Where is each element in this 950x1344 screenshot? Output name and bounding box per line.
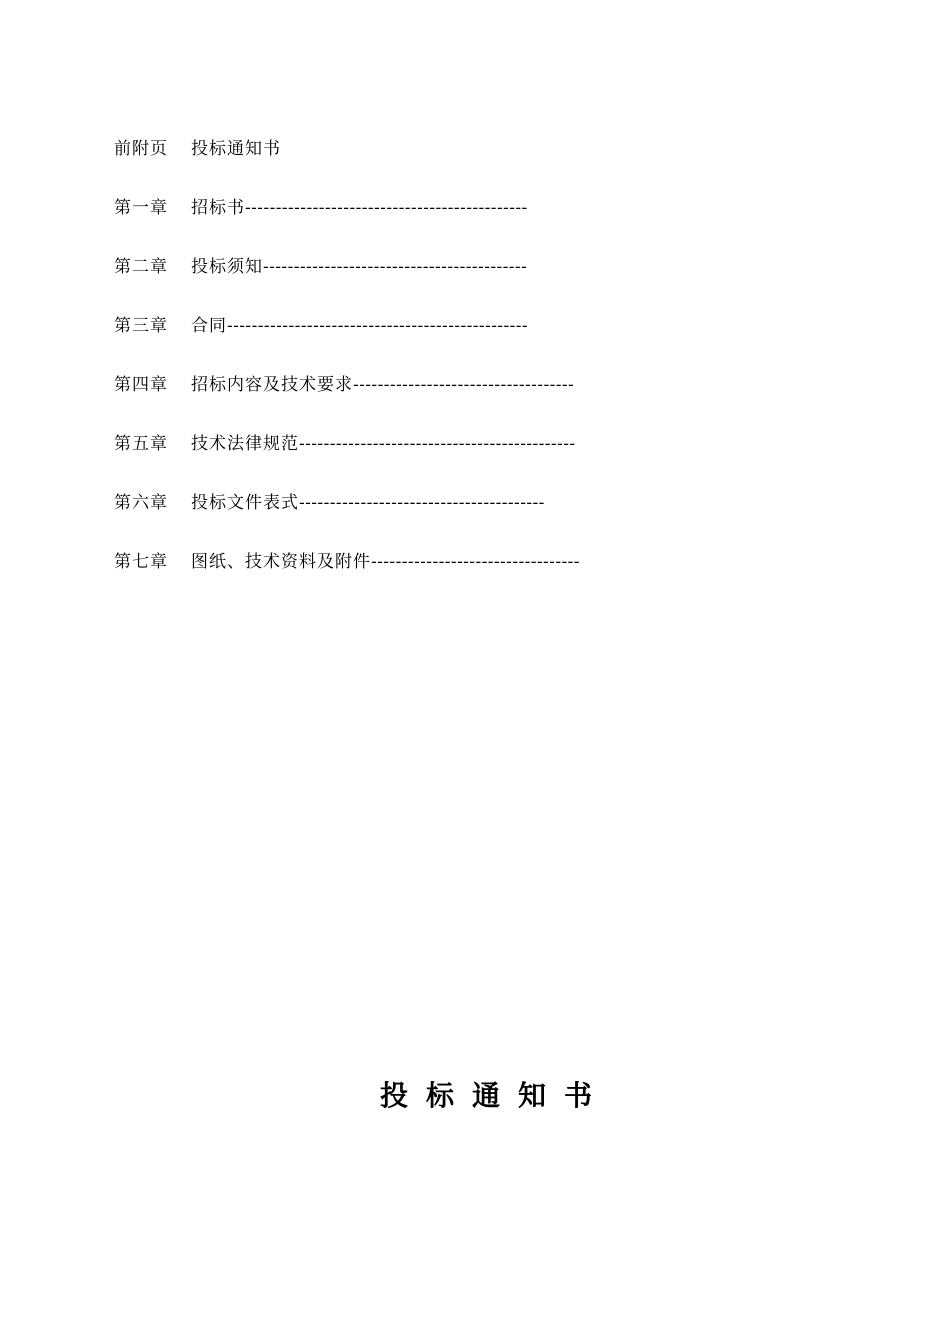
- toc-title: 投标须知: [191, 257, 263, 277]
- table-of-contents: [114, 136, 814, 608]
- toc-title: 技术法律规范: [191, 434, 299, 454]
- toc-item-chapter-2[interactable]: [114, 254, 814, 313]
- toc-chapter-label: 第五章: [114, 434, 168, 454]
- toc-title: 招标书: [191, 198, 245, 218]
- toc-item-front-page[interactable]: [114, 136, 814, 195]
- toc-chapter-label: 第七章: [114, 552, 168, 572]
- notice-title: 投标通知书: [379, 1079, 610, 1112]
- toc-chapter-label: 第二章: [114, 257, 168, 277]
- toc-item-chapter-7[interactable]: [114, 549, 814, 608]
- toc-chapter-label: 第四章: [114, 375, 168, 395]
- toc-leader: ----------------------------------------------: [245, 198, 528, 218]
- toc-chapter-label: 第一章: [114, 198, 168, 218]
- toc-item-chapter-3[interactable]: [114, 313, 814, 372]
- toc-leader: ----------------------------------------: [299, 493, 545, 513]
- toc-item-chapter-5[interactable]: [114, 431, 814, 490]
- toc-chapter-label: 第三章: [114, 316, 168, 336]
- toc-title: 图纸、技术资料及附件: [191, 552, 371, 572]
- toc-chapter-label: 前附页: [114, 139, 168, 159]
- toc-leader: ------------------------------------: [353, 375, 575, 395]
- toc-title: 合同: [191, 316, 227, 336]
- toc-title: 投标文件表式: [191, 493, 299, 513]
- toc-item-chapter-4[interactable]: [114, 372, 814, 431]
- toc-leader: ----------------------------------: [371, 552, 580, 572]
- toc-leader: ---------------------------------------------: [299, 434, 576, 454]
- toc-item-chapter-1[interactable]: [114, 195, 814, 254]
- toc-leader: -------------------------------------------------: [227, 316, 529, 336]
- toc-title: 招标内容及技术要求: [191, 375, 353, 395]
- toc-title: 投标通知书: [191, 139, 281, 159]
- toc-item-chapter-6[interactable]: [114, 490, 814, 549]
- toc-leader: -------------------------------------------: [263, 257, 528, 277]
- toc-chapter-label: 第六章: [114, 493, 168, 513]
